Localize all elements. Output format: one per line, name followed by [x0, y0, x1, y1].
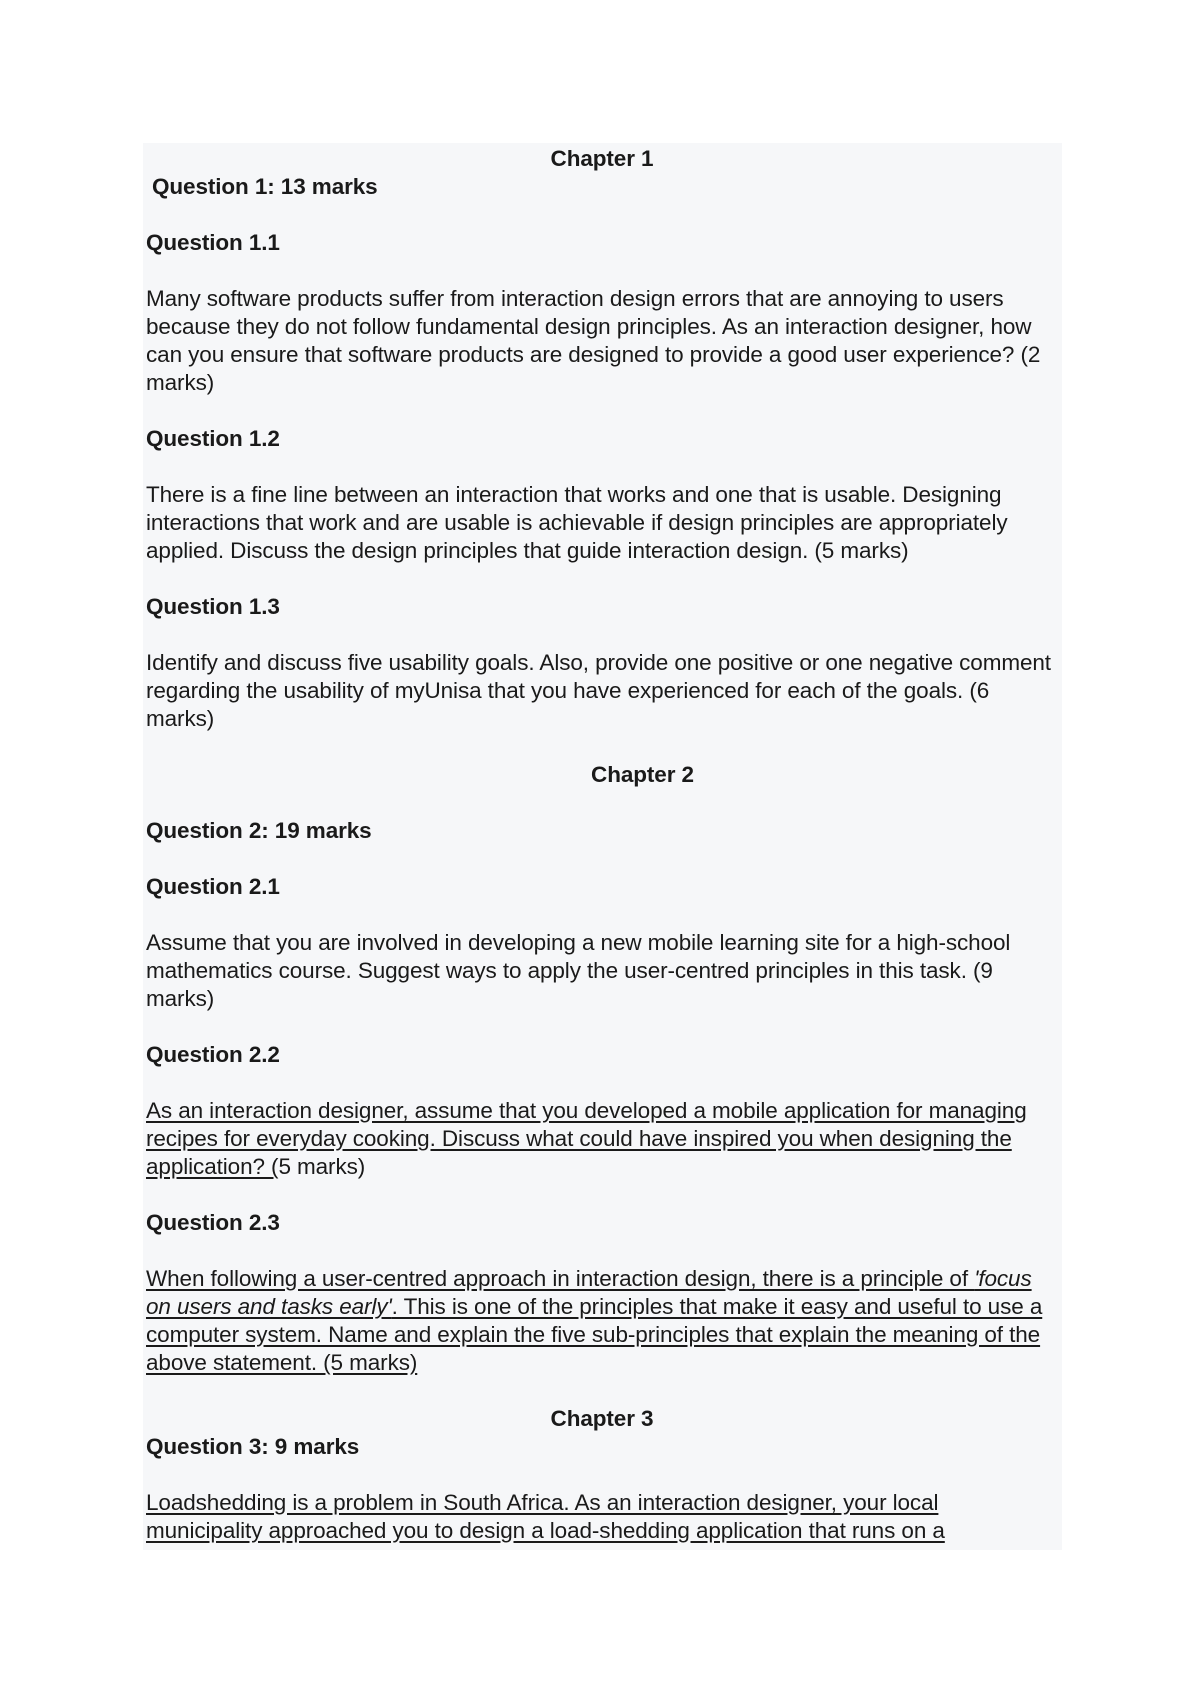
question-2-1-heading: Question 2.1	[146, 874, 280, 899]
question-2-3-text-part2: . This is one of the principles that make it easy and useful to use a computer system. Name and explain the five sub-principles that explain the meaning of the above statement. (5 marks)	[146, 1294, 1043, 1375]
question-2-3-italic-phrase: 'focus on users and tasks early'	[146, 1266, 1032, 1319]
question-2-2-text	[146, 1097, 1058, 1181]
question-2-2-underlined-text: As an interaction designer, assume that you developed a mobile application for managing recipes for everyday cooking. Discuss what could have inspired you when designing the application? (	[146, 1098, 1027, 1179]
question-2-1-text: Assume that you are involved in developing a new mobile learning site for a high-school mathematics course. Suggest ways to apply the user-centred principles in this task. (9 marks)	[146, 930, 1011, 1011]
question-1-1-text: Many software products suffer from interaction design errors that are annoying to users because they do not follow fundamental design principles. As an interaction designer, how can you ensure that software products are designed to provide a good user experience? (2 marks)	[146, 286, 1041, 395]
question-1-3-heading: Question 1.3	[146, 594, 280, 619]
question-2-3-heading: Question 2.3	[146, 1210, 280, 1235]
document-page	[143, 143, 1062, 1550]
chapter-1-title: Chapter 1	[550, 146, 654, 171]
question-3-heading: Question 3: 9 marks	[146, 1434, 360, 1459]
question-1-2-heading: Question 1.2	[146, 426, 280, 451]
question-2-2-heading: Question 2.2	[146, 1042, 280, 1067]
chapter-2-title: Chapter 2	[591, 762, 694, 787]
question-2-2-marks: 5 marks)	[278, 1154, 366, 1179]
question-2-heading: Question 2: 19 marks	[146, 818, 372, 843]
question-1-1-heading: Question 1.1	[146, 230, 280, 255]
question-2-3-text-part1: When following a user-centred approach in interaction design, there is a principle of	[146, 1266, 975, 1291]
chapter-3-title: Chapter 3	[550, 1406, 654, 1431]
question-1-heading: Question 1: 13 marks	[152, 174, 378, 199]
document-content	[146, 145, 1058, 1545]
question-1-3-text: Identify and discuss five usability goals. Also, provide one positive or one negative comment regarding the usability of myUnisa that you have experienced for each of the goals. (6 marks)	[146, 650, 1051, 731]
question-2-3-text	[146, 1265, 1058, 1377]
question-3-text: Loadshedding is a problem in South Africa. As an interaction designer, your local municipality approached you to design a load-shedding application that runs on a	[146, 1490, 945, 1543]
question-1-2-text: There is a fine line between an interaction that works and one that is usable. Designing interactions that work and are usable is achievable if design principles are appropriately applied. Discuss the design principles that guide interaction design. (5 marks)	[146, 482, 1008, 563]
